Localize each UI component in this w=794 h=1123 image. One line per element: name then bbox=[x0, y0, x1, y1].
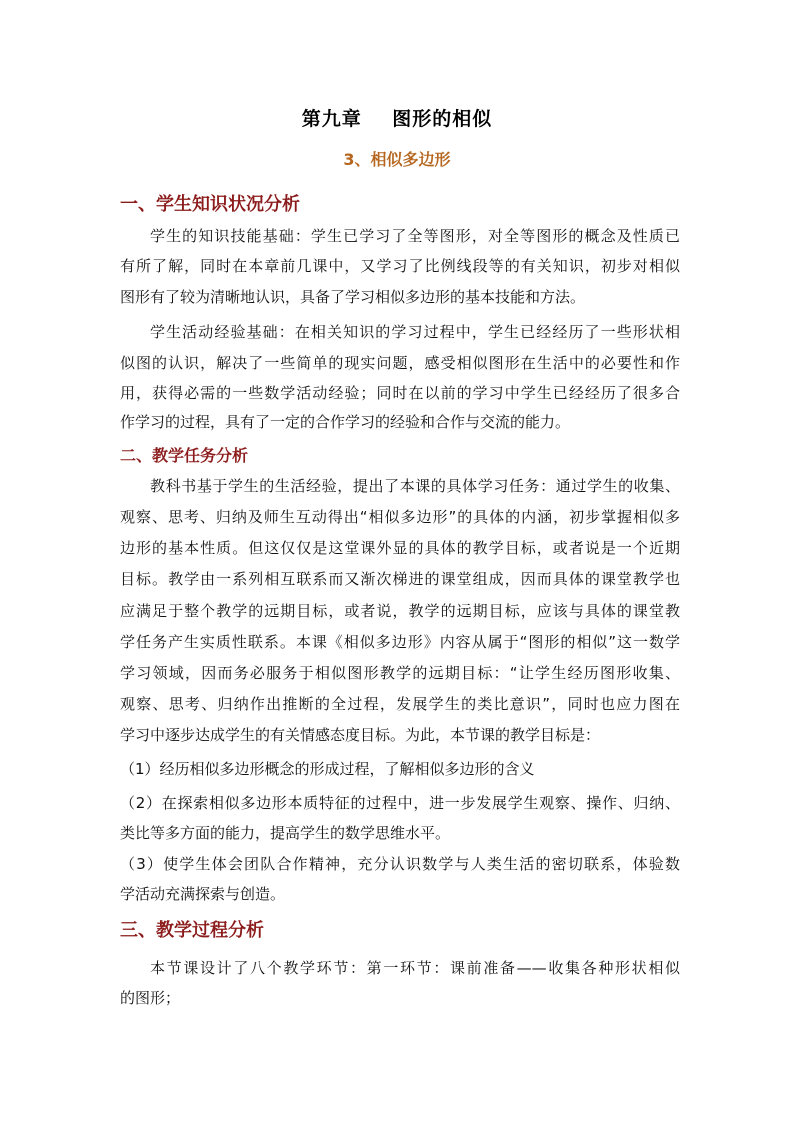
lesson-title: 3、相似多边形 bbox=[343, 150, 451, 169]
list-item: （2）在探索相似多边形本质特征的过程中，进一步发展学生观察、操作、归纳、 bbox=[120, 794, 680, 812]
paragraph-line: 用，获得必需的一些数学活动经验；同时在以前的学习中学生已经经历了很多合 bbox=[120, 384, 680, 402]
paragraph-line: 边形的基本性质。但这仅仅是这堂课外显的具体的教学目标，或者说是一个近期 bbox=[120, 539, 680, 557]
paragraph-line: 学任务产生实质性联系。本课《相似多边形》内容从属于“图形的相似”这一数学 bbox=[120, 633, 680, 651]
paragraph-line: 学习领域，因而务必服务于相似图形教学的远期目标：“让学生经历图形收集、 bbox=[120, 664, 680, 682]
paragraph-line: 应满足于整个教学的远期目标，或者说，教学的远期目标，应该与具体的课堂教 bbox=[120, 602, 680, 620]
paragraph-line: 学生的知识技能基础：学生已学习了全等图形，对全等图形的概念及性质已 bbox=[150, 227, 680, 245]
paragraph-line: 作学习的过程，具有了一定的合作学习的经验和合作与交流的能力。 bbox=[120, 413, 571, 431]
paragraph-line: 图形有了较为清晰地认识，具备了学习相似多边形的基本技能和方法。 bbox=[120, 288, 586, 306]
paragraph-line: 观察、思考、归纳作出推断的全过程，发展学生的类比意识”，同时也应力图在 bbox=[120, 695, 680, 713]
chapter-title: 第九章 图形的相似 bbox=[301, 108, 493, 130]
list-item-continuation: 类比等多方面的能力，提高学生的数学思维水平。 bbox=[120, 824, 451, 842]
list-item-continuation: 学活动充满探索与创造。 bbox=[120, 885, 286, 903]
paragraph-line: 本节课设计了八个教学环节：第一环节：课前准备——收集各种形状相似 bbox=[150, 959, 680, 977]
paragraph-line: 似图的认识，解决了一些简单的现实问题，感受相似图形在生活中的必要性和作 bbox=[120, 354, 680, 372]
list-item: （3）使学生体会团队合作精神，充分认识数学与人类生活的密切联系，体验数 bbox=[120, 855, 680, 873]
paragraph-line: 教科书基于学生的生活经验，提出了本课的具体学习任务：通过学生的收集、 bbox=[150, 477, 680, 495]
paragraph-line: 目标。教学由一系列相互联系而又渐次梯进的课堂组成，因而具体的课堂教学也 bbox=[120, 570, 680, 588]
paragraph-line: 观察、思考、归纳及师生互动得出“相似多边形”的具体的内涵，初步掌握相似多 bbox=[120, 508, 680, 526]
list-item: （1）经历相似多边形概念的形成过程，了解相似多边形的含义 bbox=[120, 760, 535, 778]
paragraph-line: 学习中逐步达成学生的有关情感态度目标。为此，本节课的教学目标是： bbox=[120, 726, 601, 744]
paragraph-line: 有所了解，同时在本章前几课中，又学习了比例线段等的有关知识，初步对相似 bbox=[120, 257, 680, 275]
paragraph-line: 的图形； bbox=[120, 989, 181, 1007]
section-heading-process-analysis: 三、教学过程分析 bbox=[120, 920, 264, 941]
paragraph-line: 学生活动经验基础：在相关知识的学习过程中，学生已经经历了一些形状相 bbox=[150, 323, 680, 341]
section-heading-student-analysis: 一、学生知识状况分析 bbox=[120, 194, 300, 215]
section-heading-task-analysis: 二、教学任务分析 bbox=[120, 446, 249, 465]
